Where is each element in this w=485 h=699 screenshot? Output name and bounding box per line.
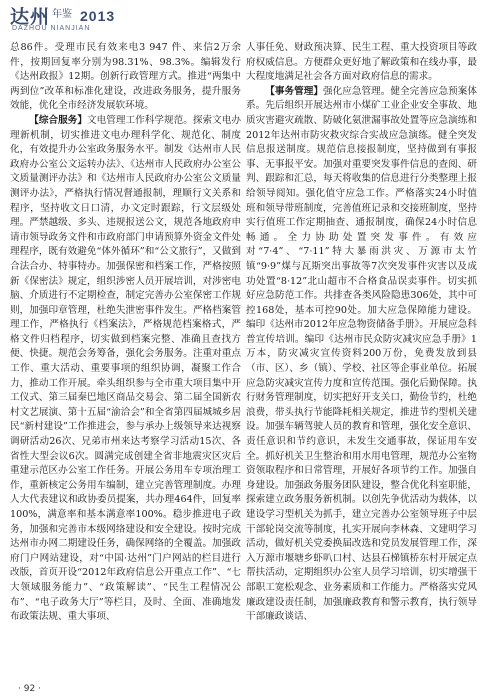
yearbook-pinyin: DAZHOU NIANJIAN	[12, 25, 91, 32]
yearbook-year: 2013	[80, 8, 116, 24]
left-section-paragraph	[10, 114, 241, 625]
page-number: · 92 ·	[18, 684, 41, 694]
left-intro-paragraph: 总86件。受理市民有效来电3 947 件、来信2万余件，按期回复率分别为98.31%、98.3%。编辑发行《达州政报》12期。创新行政管理方式。推进“两集中两到位”改革和标准化建设，改进政务服务，提升服务效能，优化全市经济发展软环境。	[10, 42, 241, 112]
yearbook-brand: 达州	[10, 6, 51, 28]
page-header	[0, 0, 485, 40]
section-heading-affairs-management: 【事务管理】	[265, 85, 323, 97]
left-column	[10, 41, 241, 681]
section-heading-general-services: 【综合服务】	[29, 114, 87, 126]
right-column	[246, 41, 477, 681]
section-body-affairs-management: 强化应急管理。健全完善应急预案体系。先后组织开展达州市小煤矿工业企业安全事故、地质灾害避灾疏散、防破化氨泄漏事故处置等应急演练和2012年达州市防灾救灾综合实战应急演练。健全突发信息报送制度。规范信息接报制度，坚持做到有事报事、无事报平安。加强对重要突发事件信息的查阅、研判、跟踪和汇总，每天将收集的信息进行分类整理上报给领导阅知。强化值守应急工作。严格落实24小时值班和领导带班制度，完善值班记录和交接班制度，坚持实行值班工作定期抽查、通报制度，确保24小时信息畅通。全力协助处置突发事件。有效应对“7·4”、“7·11”特大暴雨洪灾、万源市太竹镇“9·9”煤与瓦斯突出事故等7次突发事件灾害以及成功处置“8·12”北山超市不合格食品误卖事件。切实抓好应急防范工作。共排查各类风险隐患306处，其中可控168处，基本可控90处。加大应急保障能力建设。编印《达州市2012年应急物资储备手册》。开展应急科普宣传培训。编印《达州市民众防灾减灾应急手册》1万本，防灾减灾宣传资料200万份，免费发放到县（市、区）、乡（镇）、学校、社区等企事业单位。拓展应急防灾减灾宣传力度和宣传范围。强化后勤保障。执行财务管理制度，切实把好开支关口，勤俭节约，杜绝浪费，带头执行节能降耗相关规定，推进节约型机关建设。加强车辆驾驶人员的教育和管理，强化安全意识、责任意识和节约意识，未发生交通事故，保证用车安全。抓好机关卫生整治和用水用电管理，规范办公室物资领取程序和日常管理，开展好各项节约工作。加强自身建设。加强政务服务团队建设，整合优化科室职能，探索建立政务服务新机制。以创先争优活动为载体，以建设学习型机关为抓手，建立完善办公室领导班子中层干部轮岗交流等制度，扎实开展向李林森、文建明学习活动，做好机关党委换届改选和党员发展管理工作，深入万源市堰塘乡虾叭口村、达县石梯镇桥东村开展定点帮扶活动，定期组织办公室人员学习培训，切实增强干部职工宽松观念、业务素质和工作能力。严格落实党风廉政建设责任制，加强廉政教育和警示教育，执行领导干部廉政谈话、	[246, 85, 477, 623]
section-body-general-services: 文电管理工作科学规范。探索文电办理新机制，切实推进文电办理科学化、规范化、制度化，有效提升办公室政务服务水平。制发《达州市人民政府办公室公文运转办法》、《达州市人民政府办公室公文质量测评办法》和《达州市人民政府办公室公文质量测评办法》，严格执行情况督通报制，理顺行文关系和程序，坚持收文日口清，办文定时跟踪，行文层级处理。严禁越级、多头、违规报送公文，规范各地政府申请市领导政务文件和市政府部门申请预算外资金文件处理程序，既有效避免“体外循环”和“公文旅行”，又做到合法合办、特事特办。加强保密和档案工作，严格按照新《保密法》规定，组织涉密人员开展培训，对涉密电脑、介质进行不定期检查，制定完善办公室保密工作规则，加强印章管理，杜绝失泄密事件发生。严格档案管理工作，严格执行《档案法》，严格规范档案格式，严格文件归档程序，切实做到档案完整、准确且查找方便、快捷。规范会务筹备，强化会务服务。注重对重点工作、重大活动、重要事项的组织协调，凝聚工作合力，推动工作开展。牵头组织参与全市重大项目集中开工仪式、第三届秦巴地区商品交易会、第二届全国新农村文艺展演、第十五届“渝洽会”和全省第四届城城乡居民“新村建设”工作推进会，参与承办上级领导来达视察调研活动26次、兄弟市州来达考察学习活动15次、各省性大型会议6次。圆满完成创建全省非地震灾区灾后重建示范区办公室工作任务。开展公务用车专项治理工作，重新核定公务用车编制，建立完善管理制度。办理人大代表建议和政协委员提案，共办理464件，回复率100%，满意率和基本满意率100%。稳步推进电子政务，加强和完善市本级网络建设和安全建设。按时完成达州市办网二期建设任务，确保网络的全覆盖。加强政府门户网站建设，对“中国·达州”门户网站的栏目进行改版，首页开设“2012年政府信息公开重点工作”、“七大领域服务能力”、“政策解读”、“民生工程情况公布”、“电子政务大厅”等栏目，及时、全面、准确地发布政策法规、重大事项、	[10, 114, 241, 623]
right-intro-paragraph: 人事任免、财政预决算、民生工程、重大投资项目等政府权威信息。方便群众更好地了解政策和在线办事，最大程度地满足社会各方面对政府信息的需求。	[246, 42, 477, 83]
right-section-paragraph	[246, 85, 477, 625]
yearbook-subtitle: 年鉴	[52, 9, 72, 20]
